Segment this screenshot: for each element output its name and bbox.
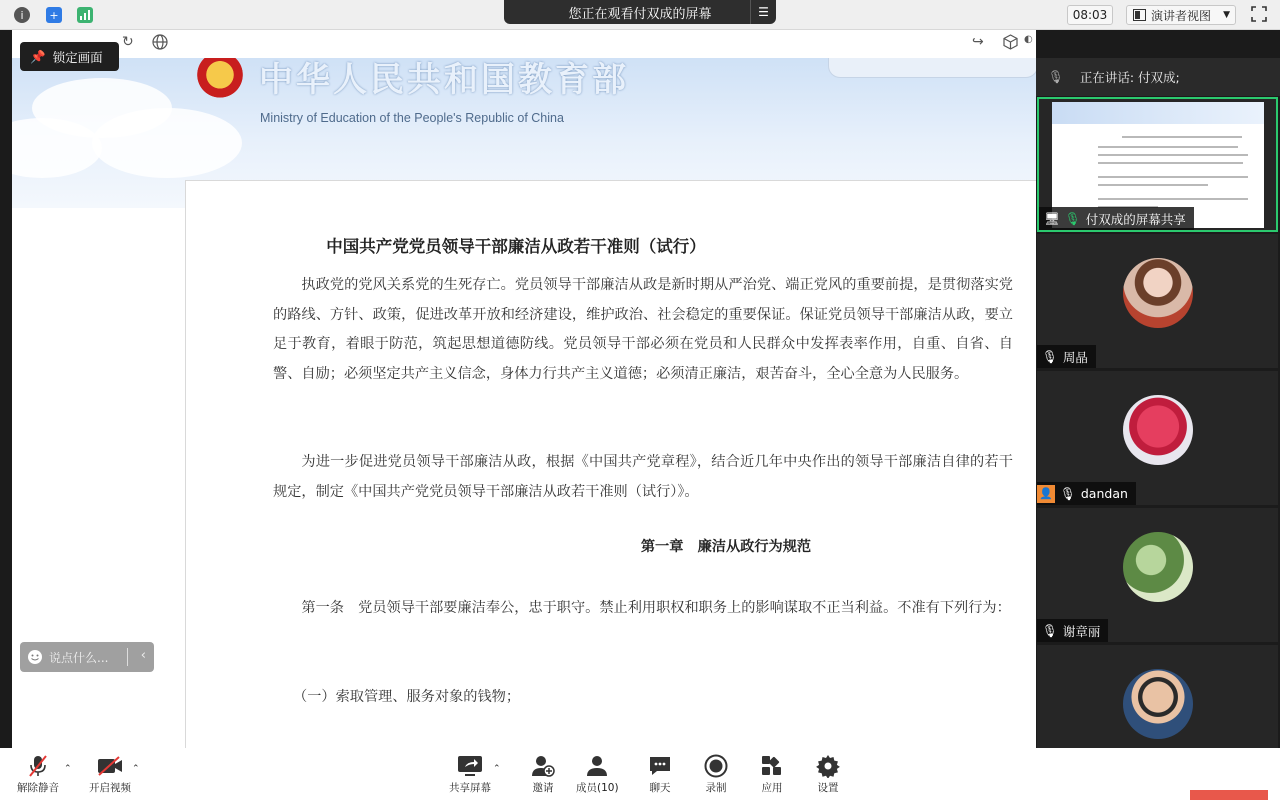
camera-off-icon xyxy=(95,752,125,780)
refresh-icon[interactable]: ↻ xyxy=(122,34,134,50)
cube-icon[interactable] xyxy=(1003,34,1018,54)
leave-indicator xyxy=(1190,790,1268,800)
members-button[interactable]: 成员(10) xyxy=(576,752,619,795)
chapter-heading: 第一章 廉洁从政行为规范 xyxy=(640,539,812,555)
meeting-clock: 08:03 xyxy=(1067,5,1113,25)
info-icon[interactable]: i xyxy=(14,7,30,23)
document-title: 中国共产党党员领导干部廉洁从政若干准则（试行） xyxy=(326,237,706,256)
document-article: 第一条 党员领导干部要廉洁奉公，忠于职守。禁止利用职权和职务上的影响谋取不正当利益。不准有下列行为： xyxy=(301,600,1011,616)
user-icon[interactable]: ◐ xyxy=(1024,34,1033,45)
shield-icon[interactable]: + xyxy=(46,7,62,23)
video-options-chevron-icon[interactable]: ⌃ xyxy=(132,764,140,774)
view-mode-icon xyxy=(1133,9,1146,21)
lock-screen-label: 锁定画面 xyxy=(52,49,103,65)
invite-button[interactable]: 邀请 xyxy=(528,752,558,795)
fullscreen-icon[interactable] xyxy=(1251,6,1269,24)
collapse-chevron-icon[interactable]: ‹ xyxy=(140,648,146,663)
national-emblem-icon xyxy=(192,58,248,100)
participant-tile-screen-share[interactable] xyxy=(1037,97,1278,232)
smiley-icon[interactable] xyxy=(27,649,43,665)
avatar xyxy=(1123,532,1193,602)
participant-tile[interactable] xyxy=(1037,234,1278,368)
ministry-name-cn: 中华人民共和国教育部 xyxy=(259,60,629,100)
add-user-icon xyxy=(528,752,558,780)
pin-icon: 📌 xyxy=(30,48,46,64)
mic-muted-icon xyxy=(23,752,53,780)
record-icon xyxy=(701,752,731,780)
document-paragraph: 执政党的党风关系党的生死存亡。党员领导干部廉洁从政是新时期从严治党、端正党风的重要前提，是贯彻落实党的路线、方针、政策，促进改革开放和经济建设，维护政治、社会稳定的重要保证。保证党员领导干部廉洁从政，要立足于教育，着眼于防范，筑起思想道德防线。党员领导干部必须在党员和人民群众中发挥表率作用，自重、自省、自警、自励；必须坚定共产主义信念，身体力行共产主义道德；必须清正廉洁，艰苦奋斗，全心全意为人民服务。 xyxy=(273,277,1013,382)
chat-button[interactable]: 聊天 xyxy=(645,752,675,795)
chat-placeholder: 说点什么... xyxy=(49,650,109,665)
apps-button[interactable]: 应用 xyxy=(757,752,787,795)
avatar xyxy=(1123,395,1193,465)
mic-muted-icon: 🎙 xyxy=(1042,348,1058,364)
tile-name-label: 🎙 谢章丽 xyxy=(1037,619,1108,642)
chevron-down-icon: ▼ xyxy=(1223,10,1230,20)
share-screen-icon xyxy=(455,752,485,780)
chat-bubble-icon xyxy=(645,752,675,780)
unmute-button[interactable]: 解除静音 xyxy=(17,752,59,795)
view-mode-select[interactable] xyxy=(1126,5,1236,25)
participant-gallery xyxy=(1036,58,1280,778)
avatar xyxy=(1123,669,1193,739)
share-options-chevron-icon[interactable]: ⌃ xyxy=(493,764,501,774)
share-arrow-icon[interactable]: ↪ xyxy=(972,34,984,50)
view-mode-label: 演讲者视图 xyxy=(1151,8,1212,23)
mic-muted-icon: 🎙 xyxy=(1048,69,1064,84)
host-badge-icon: 👤 xyxy=(1037,485,1055,503)
tile-name-label: 👤 🎙 dandan xyxy=(1037,482,1136,505)
tile-name-label: 🎙 周晶 xyxy=(1037,345,1096,368)
document-page xyxy=(185,180,1036,748)
document-paragraph: 为进一步促进党员领导干部廉洁从政，根据《中国共产党章程》，结合近几年中央作出的领导干部廉洁自律的若干规定，制定《中国共产党党员领导干部廉洁从政若干准则（试行）》。 xyxy=(273,454,1013,500)
signal-icon[interactable] xyxy=(77,7,93,23)
mic-muted-icon: 🎙 xyxy=(1060,485,1076,501)
participant-tile[interactable] xyxy=(1037,508,1278,642)
settings-button[interactable]: 设置 xyxy=(813,752,843,795)
mic-icon: 🎙 xyxy=(1042,622,1058,638)
meeting-toolbar xyxy=(0,748,1280,800)
cloud-decoration xyxy=(92,108,242,178)
top-bar xyxy=(0,0,1280,30)
share-screen-button[interactable]: 共享屏幕 xyxy=(449,752,491,795)
divider xyxy=(127,648,128,666)
ministry-name-en: Ministry of Education of the People's Republic of China xyxy=(260,111,564,125)
start-video-button[interactable]: 开启视频 xyxy=(89,752,131,795)
banner-menu-icon[interactable]: ☰ xyxy=(750,0,776,24)
quick-chat-input[interactable] xyxy=(20,642,154,672)
audio-options-chevron-icon[interactable]: ⌃ xyxy=(64,764,72,774)
record-button[interactable]: 录制 xyxy=(701,752,731,795)
site-search-box[interactable] xyxy=(828,58,1036,78)
participant-tile[interactable] xyxy=(1037,371,1278,505)
document-item: （一）索取管理、服务对象的钱物； xyxy=(293,689,521,705)
gear-icon xyxy=(813,752,843,780)
mic-icon: 🎙 xyxy=(1064,210,1081,226)
active-speaker-bar xyxy=(1036,58,1280,96)
viewing-share-banner xyxy=(504,0,776,24)
shared-screen xyxy=(12,30,1036,748)
active-speaker-text: 正在讲话: 付双成; xyxy=(1079,70,1180,85)
avatar xyxy=(1123,258,1193,328)
members-icon xyxy=(582,752,612,780)
apps-grid-icon xyxy=(757,752,787,780)
share-banner-text: 您正在观看付双成的屏幕 xyxy=(568,6,712,22)
lock-screen-button[interactable] xyxy=(20,42,119,71)
globe-icon[interactable] xyxy=(152,34,168,54)
screen-share-icon: 🖥 xyxy=(1044,210,1060,226)
tile-name-label: 🖥 🎙 付双成的屏幕共享 xyxy=(1039,207,1194,230)
